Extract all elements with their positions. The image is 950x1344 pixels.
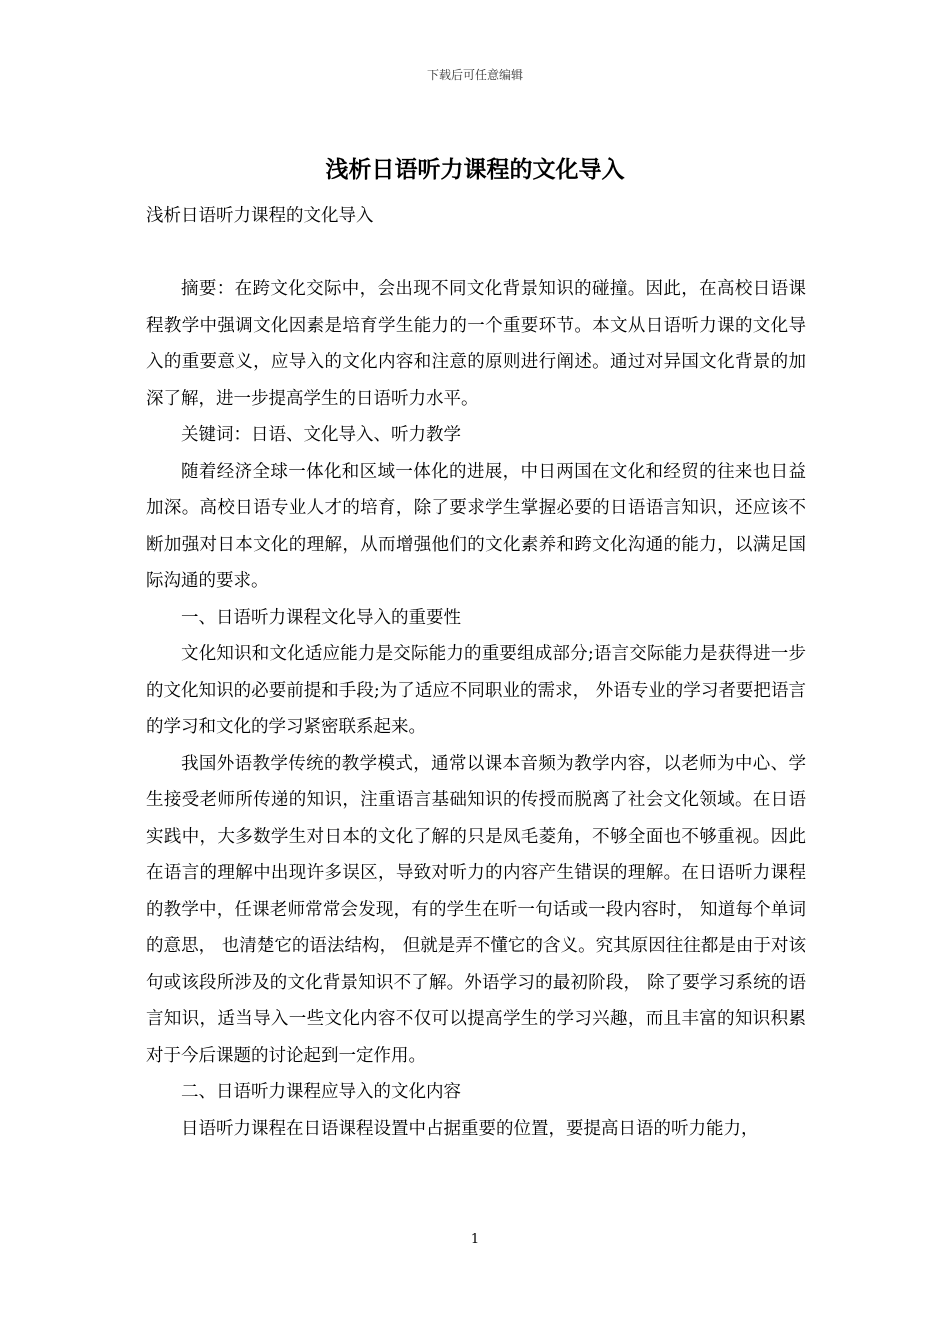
page-number: 1: [470, 1232, 480, 1247]
document-body: [146, 198, 806, 1147]
document-title: 浅析日语听力课程的文化导入: [325, 156, 625, 183]
body-paragraph: 文化知识和文化适应能力是交际能力的重要组成部分;语言交际能力是获得进一步的文化知识的必要前提和手段;为了适应不同职业的需求， 外语专业的学习者要把语言的学习和文化的学习紧密联系起来。: [146, 644, 806, 737]
keywords-paragraph: 关键词：日语、文化导入、听力教学: [181, 425, 461, 445]
intro-paragraph: 随着经济全球一体化和区域一体化的进展，中日两国在文化和经贸的往来也日益加深。高校日语专业人才的培育，除了要求学生掌握必要的日语语言知识，还应该不断加强对日本文化的理解，从而增强他们的文化素养和跨文化沟通的能力，以满足国际沟通的要求。: [146, 461, 806, 591]
blank-line: [146, 235, 806, 272]
section-heading-1: 一、日语听力课程文化导入的重要性: [181, 607, 461, 628]
body-paragraph: 日语听力课程在日语课程设置中占据重要的位置，要提高日语的听力能力，: [181, 1118, 759, 1139]
header-note: 下载后可任意编辑: [426, 68, 523, 82]
section-heading-2: 二、日语听力课程应导入的文化内容: [181, 1082, 461, 1102]
body-paragraph: 我国外语教学传统的教学模式，通常以课本音频为教学内容，以老师为中心、学生接受老师所传递的知识，注重语言基础知识的传授而脱离了社会文化领域。在日语实践中，大多数学生对日本的文化了解的只是凤毛菱角，不够全面也不够重视。因此在语言的理解中出现许多误区，导致对听力的内容产生错误的理解。在日语听力课程的教学中，任课老师常常会发现，有的学生在听一句话或一段内容时， 知道每个单词的意思， 也清楚它的语法结构， 但就是弄不懂它的含义。究其原因往往都是由于对该句或该段所涉及的文化背景知识不了解。外语学习的最初阶段， 除了要学习系统的语言知识，适当导入一些文化内容不仅可以提高学生的学习兴趣，而且丰富的知识积累对于今后课题的讨论起到一定作用。: [146, 753, 806, 1066]
abstract-paragraph: 摘要：在跨文化交际中，会出现不同文化背景知识的碰撞。因此，在高校日语课程教学中强调文化因素是培育学生能力的一个重要环节。本文从日语听力课的文化导入的重要意义，应导入的文化内容和注意的原则进行阐述。通过对异国文化背景的加深了解，进一步提高学生的日语听力水平。: [146, 279, 806, 409]
document-subtitle: 浅析日语听力课程的文化导入: [146, 206, 374, 226]
